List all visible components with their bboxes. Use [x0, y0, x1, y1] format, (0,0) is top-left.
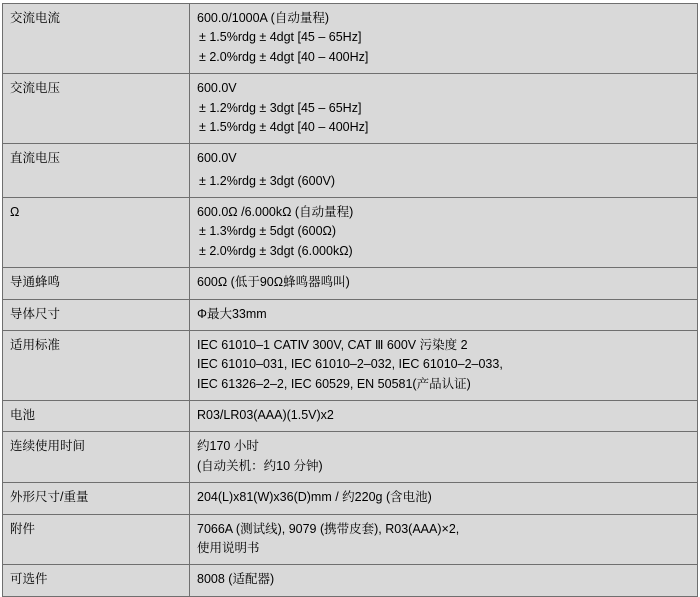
row-value: [190, 565, 698, 596]
value-line: ± 2.0%rdg ± 3dgt (6.000kΩ): [199, 243, 353, 258]
specification-table-body: [3, 4, 698, 597]
value-line: ± 1.5%rdg ± 4dgt [45 – 65Hz]: [199, 30, 362, 45]
row-label: 导体尺寸: [3, 299, 190, 330]
row-label: 直流电压: [3, 144, 190, 198]
value-line: 约170 小时: [197, 439, 259, 454]
value-line: 600.0V: [197, 81, 237, 96]
row-value: [190, 514, 698, 565]
row-value: [190, 198, 698, 268]
value-line: 使用说明书: [197, 540, 260, 555]
row-label: 交流电流: [3, 4, 190, 74]
specification-table: [2, 3, 698, 597]
table-row: [3, 330, 698, 400]
value-line: 600.0/1000A (自动量程): [197, 11, 330, 25]
row-value: [190, 432, 698, 483]
row-value: [190, 401, 698, 432]
row-value: [190, 299, 698, 330]
value-line: ± 1.3%rdg ± 5dgt (600Ω): [199, 224, 337, 239]
table-row: [3, 401, 698, 432]
table-row: [3, 198, 698, 268]
row-label: 连续使用时间: [3, 432, 190, 483]
row-label: 外形尺寸/重量: [3, 483, 190, 514]
value-line: IEC 61010–031, IEC 61010–2–032, IEC 61010–2–033,: [197, 357, 503, 372]
value-line: (自动关机：约10 分钟): [197, 458, 323, 473]
value-line: ± 2.0%rdg ± 4dgt [40 – 400Hz]: [199, 49, 369, 64]
table-row: [3, 74, 698, 144]
table-row: [3, 565, 698, 596]
value-line: ± 1.2%rdg ± 3dgt [45 – 65Hz]: [199, 100, 362, 115]
row-value: [190, 268, 698, 299]
value-line: Φ最大33mm: [197, 306, 267, 321]
value-line: R03/LR03(AAA)(1.5V)x2: [197, 408, 334, 422]
value-line: IEC 61326–2–2, IEC 60529, EN 50581(产品认证): [197, 376, 471, 391]
value-line: 204(L)x81(W)x36(D)mm / 约220g (含电池): [197, 490, 432, 505]
value-line: 8008 (适配器): [197, 572, 275, 587]
row-label: 附件: [3, 514, 190, 565]
table-row: [3, 299, 698, 330]
row-label: 导通蜂鸣: [3, 268, 190, 299]
row-label: 可选件: [3, 565, 190, 596]
value-line: IEC 61010–1 CATⅣ 300V, CAT Ⅲ 600V 污染度 2: [197, 337, 468, 352]
row-value: [190, 74, 698, 144]
value-line: 7066A (测试线), 9079 (携带皮套), R03(AAA)×2,: [197, 521, 460, 536]
value-line: 600.0V: [197, 151, 237, 166]
row-label: 适用标准: [3, 330, 190, 400]
value-line: ± 1.2%rdg ± 3dgt (600V): [199, 173, 336, 188]
row-value: [190, 144, 698, 198]
table-row: [3, 4, 698, 74]
table-row: [3, 144, 698, 198]
row-label: Ω: [3, 198, 190, 268]
row-value: [190, 330, 698, 400]
row-value: [190, 483, 698, 514]
value-line: ± 1.5%rdg ± 4dgt [40 – 400Hz]: [199, 119, 369, 134]
table-row: [3, 432, 698, 483]
value-line: 600Ω (低于90Ω蜂鸣器鸣叫): [197, 275, 350, 290]
table-row: [3, 483, 698, 514]
row-label: 电池: [3, 401, 190, 432]
row-value: [190, 4, 698, 74]
table-row: [3, 514, 698, 565]
table-row: [3, 268, 698, 299]
value-line: 600.0Ω /6.000kΩ (自动量程): [197, 205, 354, 219]
row-label: 交流电压: [3, 74, 190, 144]
